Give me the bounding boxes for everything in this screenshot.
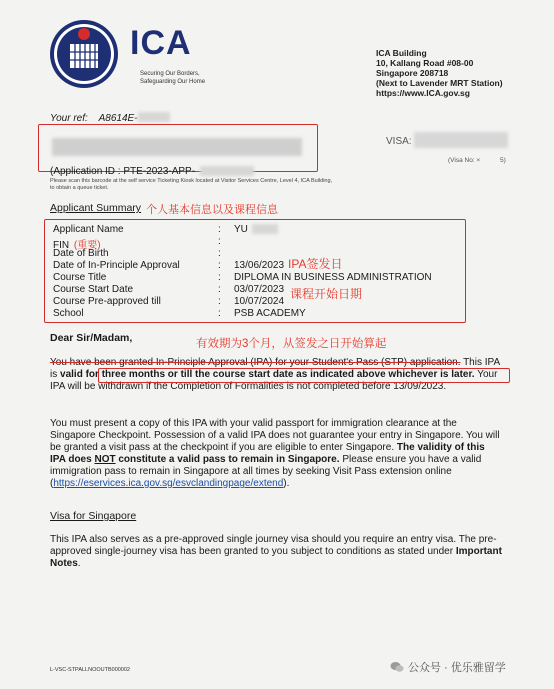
paragraph-text: This IPA also serves as a pre-approved single journey visa should you require an entry visa. The pre-approved single-journey visa has been granted to you subject to conditions as stated under bbox=[50, 534, 497, 557]
wechat-watermark bbox=[390, 659, 506, 675]
redacted-visa bbox=[414, 132, 508, 148]
row-value: 13/06/2023 bbox=[234, 260, 285, 271]
row-colon: : bbox=[218, 284, 221, 295]
row-value: 10/07/2024 bbox=[234, 296, 285, 307]
row-colon: : bbox=[218, 236, 221, 247]
address-line: Singapore 208718 bbox=[376, 68, 449, 78]
start-date-note: 课程开始日期 bbox=[290, 287, 363, 301]
paragraph-text: Your IPA will be withdrawn if the Completion of Formalities is not completed before 13/09/2023. bbox=[50, 369, 498, 392]
summary-annotation: 个人基本信息以及课程信息 bbox=[146, 204, 278, 216]
row-label: Applicant Name bbox=[53, 224, 124, 235]
validity-note: 有效期为3个月，从签发之日开始算起 bbox=[196, 338, 387, 350]
row-value: 03/07/2023 bbox=[234, 284, 285, 295]
ica-logo-text: ICA bbox=[130, 24, 192, 62]
row-value: PSB ACADEMY bbox=[234, 308, 306, 319]
address-line: ICA Building bbox=[376, 48, 427, 58]
row-colon: : bbox=[218, 296, 221, 307]
tagline-2: Safeguarding Our Home bbox=[140, 79, 206, 85]
row-colon: : bbox=[218, 272, 221, 283]
visa-number-prefix: (Visa No: × bbox=[448, 157, 481, 164]
visa-number-suffix: 5) bbox=[500, 157, 506, 164]
paragraph-text: ). bbox=[283, 478, 290, 489]
document-code: L-VSC-STPALLNOOUTB000002 bbox=[50, 667, 130, 673]
visit-pass-extension-link[interactable]: https://eservices.ica.gov.sg/esvclandingpage/extend bbox=[53, 478, 284, 489]
paragraph-present-copy bbox=[50, 418, 502, 490]
queue-instructions-line: to obtain a queue ticket. bbox=[50, 185, 109, 191]
your-ref-value: A8614E- bbox=[98, 113, 138, 124]
your-ref-label: Your ref: bbox=[50, 113, 88, 124]
row-colon: : bbox=[218, 308, 221, 319]
address-line: 10, Kallang Road #08-00 bbox=[376, 58, 474, 68]
visa-number bbox=[448, 157, 506, 164]
row-label: Course Title bbox=[53, 272, 107, 283]
tagline-1: Securing Our Borders, bbox=[140, 71, 200, 77]
paragraph-text: . bbox=[77, 558, 81, 569]
paragraph-visa bbox=[50, 534, 502, 570]
redacted-barcode bbox=[52, 138, 302, 156]
paragraph-bold: The validity of this IPA does bbox=[50, 442, 485, 465]
paragraph-text: This IPA is bbox=[50, 357, 500, 380]
validity-text: valid for three months or till the course start date as indicated above whichever is later. bbox=[60, 369, 475, 380]
your-ref bbox=[50, 113, 138, 124]
redacted-name bbox=[252, 224, 278, 234]
address-line: (Next to Lavender MRT Station) bbox=[376, 78, 503, 88]
row-label: Course Pre-approved till bbox=[53, 296, 161, 307]
visa-section-heading: Visa for Singapore bbox=[50, 510, 137, 522]
not-emphasis: NOT bbox=[94, 454, 116, 465]
row-colon: : bbox=[218, 260, 221, 271]
ipa-date-note: IPA签发日 bbox=[288, 257, 343, 271]
address-website[interactable]: https://www.ICA.gov.sg bbox=[376, 88, 470, 98]
row-colon: : bbox=[218, 224, 221, 235]
redacted-app-id bbox=[200, 166, 254, 176]
ica-crest-icon bbox=[48, 18, 120, 90]
important-notes-bold: Important Notes bbox=[50, 546, 502, 569]
visa-label: VISA: bbox=[386, 136, 412, 147]
paragraph-bold: constitute a valid pass to remain in Singapore. bbox=[118, 454, 340, 465]
row-label: School bbox=[53, 308, 84, 319]
row-label: Date of Birth bbox=[53, 248, 109, 259]
redacted-ref bbox=[138, 112, 170, 122]
applicant-summary-heading: Applicant Summary bbox=[50, 202, 142, 214]
row-label: Course Start Date bbox=[53, 284, 134, 295]
row-label-text: FIN bbox=[53, 240, 70, 251]
validity-highlight-box bbox=[98, 368, 510, 383]
ica-address bbox=[376, 48, 503, 98]
row-label: Date of In-Principle Approval bbox=[53, 260, 180, 271]
queue-instructions bbox=[50, 178, 332, 192]
row-colon: : bbox=[218, 248, 221, 259]
row-value: DIPLOMA IN BUSINESS ADMINISTRATION bbox=[234, 272, 432, 283]
wechat-icon bbox=[390, 661, 404, 673]
queue-instructions-line: Please scan this barcode at the self service Ticketing Kiosk located at Visitor Services Centre, Level 4, ICA Building, bbox=[50, 178, 333, 184]
application-id: (Application ID : PTE-2023-APP- bbox=[50, 166, 196, 177]
paragraph-text: You must present a copy of this IPA with your valid passport for immigration clearance at the Singapore Checkpoint. Possession of a valid IPA does not guarantee your entry in Singapore. You will be granted a visit pass at the checkpoint if you are eligible to enter Singapore. bbox=[50, 418, 500, 453]
row-value: YU bbox=[234, 224, 248, 235]
paragraph-text: You have been granted In-Principle Approval (IPA) for your Student's Pass (STP) application. bbox=[50, 357, 461, 368]
fin-note: (重要) bbox=[73, 240, 101, 251]
wechat-account-name: 公众号 · 优乐雅留学 bbox=[408, 662, 506, 674]
greeting: Dear Sir/Madam, bbox=[50, 332, 133, 344]
paragraph-text: Please ensure you have a valid immigration pass to remain in Singapore at all times by seeking Visit Pass extension online ( bbox=[50, 454, 482, 489]
